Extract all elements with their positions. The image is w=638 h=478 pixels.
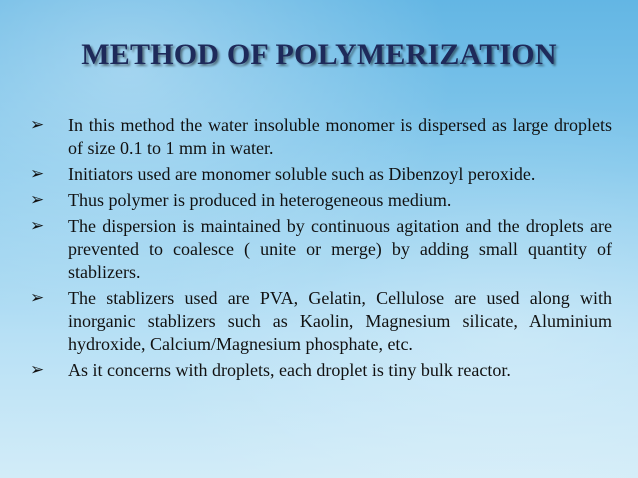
- bullet-text: Thus polymer is produced in heterogeneous medium.: [68, 190, 452, 210]
- arrow-bullet-icon: ➢: [30, 288, 45, 308]
- bullet-item: [30, 114, 612, 160]
- bullet-item: [30, 163, 612, 186]
- bullet-item: [30, 287, 612, 356]
- bullet-list: [30, 114, 612, 385]
- arrow-bullet-icon: ➢: [30, 190, 45, 210]
- slide-title: METHOD OF POLYMERIZATION: [81, 38, 557, 71]
- bullet-item: [30, 215, 612, 284]
- bullet-text: In this method the water insoluble monomer is dispersed as large droplets of size 0.1 to 1 mm in water.: [68, 115, 612, 158]
- arrow-bullet-icon: ➢: [30, 115, 45, 135]
- bullet-text: The dispersion is maintained by continuous agitation and the droplets are prevented to coalesce ( unite or merge) by adding small quantity of stablizers.: [68, 216, 612, 282]
- bullet-text: The stablizers used are PVA, Gelatin, Cellulose are used along with inorganic stablizers such as Kaolin, Magnesium silicate, Aluminium hydroxide, Calcium/Magnesium phosphate, etc.: [68, 288, 612, 354]
- bullet-text: Initiators used are monomer soluble such as Dibenzoyl peroxide.: [68, 164, 536, 184]
- bullet-item: [30, 189, 612, 212]
- arrow-bullet-icon: ➢: [30, 164, 45, 184]
- arrow-bullet-icon: ➢: [30, 216, 45, 236]
- bullet-item: [30, 359, 612, 382]
- arrow-bullet-icon: ➢: [30, 360, 45, 380]
- bullet-text: As it concerns with droplets, each droplet is tiny bulk reactor.: [68, 360, 511, 380]
